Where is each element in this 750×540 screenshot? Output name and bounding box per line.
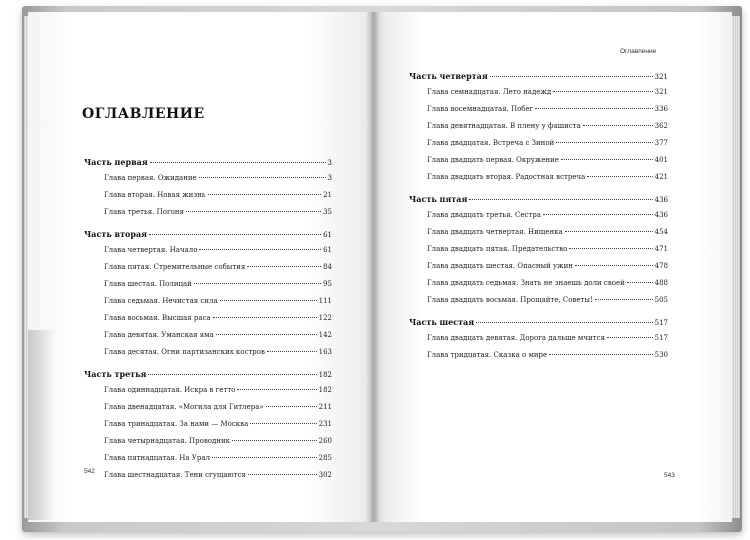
toc-part [409, 317, 668, 327]
toc-chapter-title: Глава пятнадцатая. На Урал [104, 454, 210, 462]
toc-chapter [427, 228, 668, 236]
toc-part [84, 157, 332, 167]
leader-dots [469, 199, 652, 200]
toc-chapter-page: 142 [318, 331, 332, 339]
toc-chapter [427, 279, 668, 287]
toc-chapter-page: 35 [323, 208, 332, 216]
leader-dots [587, 176, 652, 177]
toc-part-title: Часть первая [84, 157, 148, 167]
page-shadow [28, 330, 56, 520]
toc-chapter-title: Глава двадцать третья. Сестра [427, 211, 541, 219]
toc-chapter-page: 302 [318, 471, 332, 479]
toc-chapter-page: 488 [654, 279, 668, 287]
toc-chapter-title: Глава восьмая. Высшая раса [104, 314, 211, 322]
leader-dots [149, 234, 321, 235]
toc-chapter [104, 420, 332, 428]
leader-dots [556, 142, 652, 143]
toc-chapter-page: 436 [654, 211, 668, 219]
toc-chapter-page: 421 [654, 173, 668, 181]
toc-chapter-title: Глава девятнадцатая. В плену у фашиста [427, 122, 581, 130]
toc-part-title: Часть третья [84, 369, 147, 379]
leader-dots [543, 214, 653, 215]
toc-part [84, 369, 332, 379]
toc-part [409, 71, 668, 81]
leader-dots [237, 389, 316, 390]
toc-chapter-title: Глава десятая. Огни партизанских костров [104, 348, 265, 356]
page-number-right: 543 [664, 472, 675, 479]
leader-dots [199, 177, 326, 178]
running-head: Оглавление [620, 48, 657, 55]
toc-chapter-title: Глава девятая. Уманская яма [104, 331, 214, 339]
leader-dots [199, 249, 321, 250]
toc-chapter [427, 105, 668, 113]
leader-dots [490, 76, 653, 77]
book-spine-shadow [366, 12, 380, 522]
leader-dots [565, 231, 653, 232]
toc-chapter [104, 454, 332, 462]
toc-chapter-title: Глава шестая. Полицай [104, 280, 192, 288]
toc-chapter [427, 351, 668, 359]
toc-chapter-title: Глава седьмая. Нечистая сила [104, 297, 218, 305]
toc-chapter-page: 530 [654, 351, 668, 359]
leader-dots [266, 406, 317, 407]
toc-part [409, 194, 668, 204]
toc-chapter-title: Глава пятая. Стремительные события [104, 263, 246, 271]
toc-chapter [427, 211, 668, 219]
leader-dots [150, 162, 326, 163]
leader-dots [186, 211, 321, 212]
toc-chapter-page: 95 [323, 280, 332, 288]
toc-chapter-page: 336 [654, 105, 668, 113]
toc-chapter-title: Глава четвертая. Начало [104, 246, 198, 254]
toc-chapter [104, 348, 332, 356]
toc-chapter-page: 211 [318, 403, 332, 411]
toc-chapter-page: 122 [318, 314, 332, 322]
toc-chapter [427, 122, 668, 130]
toc-chapter [104, 314, 332, 322]
toc-chapter-page: 61 [323, 246, 332, 254]
toc-chapter-page: 471 [654, 245, 668, 253]
leader-dots [247, 266, 321, 267]
toc-chapter [427, 296, 668, 304]
leader-dots [232, 440, 317, 441]
toc-chapter [427, 156, 668, 164]
toc-part-title: Часть пятая [409, 194, 468, 204]
toc-chapter-page: 285 [318, 454, 332, 462]
toc-chapter-title: Глава четырнадцатая. Проводник [104, 437, 230, 445]
toc-part-page: 3 [327, 159, 332, 167]
leader-dots [212, 457, 317, 458]
toc-chapter-title: Глава двадцать первая. Окружение [427, 156, 559, 164]
toc-chapter [104, 208, 332, 216]
toc-chapter [104, 280, 332, 288]
toc-chapter [104, 191, 332, 199]
toc-chapter-title: Глава двадцать четвертая. Нищенка [427, 228, 563, 236]
leader-dots [216, 334, 317, 335]
leader-dots [208, 194, 321, 195]
leader-dots [213, 317, 317, 318]
toc-part-page: 61 [323, 231, 332, 239]
toc-chapter [427, 88, 668, 96]
leader-dots [569, 248, 652, 249]
toc-chapter [427, 334, 668, 342]
leader-dots [194, 283, 321, 284]
toc-chapter-page: 182 [318, 386, 332, 394]
toc-chapter-page: 111 [318, 297, 332, 305]
toc-chapter [104, 174, 332, 182]
toc-chapter-title: Глава тридцатая. Сказка о мире [427, 351, 548, 359]
toc-chapter-title: Глава двадцать пятая. Предательство [427, 245, 568, 253]
toc-part [84, 229, 332, 239]
toc-chapter [427, 262, 668, 270]
toc-chapter-page: 505 [654, 296, 668, 304]
toc-chapter [104, 263, 332, 271]
leader-dots [476, 322, 652, 323]
toc-chapter [427, 173, 668, 181]
leader-dots [220, 300, 317, 301]
toc-part-title: Часть шестая [409, 317, 475, 327]
leader-dots [553, 91, 652, 92]
toc-part-page: 517 [654, 319, 668, 327]
leader-dots [583, 125, 653, 126]
toc-chapter-page: 231 [318, 420, 332, 428]
toc-chapter-page: 454 [654, 228, 668, 236]
toc-chapter [104, 437, 332, 445]
toc-chapter-title: Глава вторая. Новая жизнь [104, 191, 206, 199]
toc-chapter-page: 401 [654, 156, 668, 164]
toc-part-page: 436 [654, 196, 668, 204]
toc-chapter-title: Глава шестнадцатая. Тени сгущаются [104, 471, 246, 479]
toc-chapter-page: 21 [323, 191, 332, 199]
toc-chapter-page: 3 [327, 174, 332, 182]
toc-chapter [104, 331, 332, 339]
toc-part-title: Часть вторая [84, 229, 148, 239]
toc-part-title: Часть четвертая [409, 71, 488, 81]
leader-dots [267, 351, 317, 352]
toc-chapter-title: Глава одиннадцатая. Искра в гетто [104, 386, 236, 394]
leader-dots [250, 423, 316, 424]
toc-chapter-page: 84 [323, 263, 332, 271]
leader-dots [607, 337, 653, 338]
toc-chapter-page: 517 [654, 334, 668, 342]
toc-chapter [104, 386, 332, 394]
toc-chapter-page: 362 [654, 122, 668, 130]
toc-chapter [104, 471, 332, 479]
toc-chapter-title: Глава двадцать шестая. Опасный ужин [427, 262, 573, 270]
toc-chapter-title: Глава двенадцатая. «Могила для Гитлера» [104, 403, 264, 411]
leader-dots [148, 374, 316, 375]
toc-chapter [104, 297, 332, 305]
toc-chapter-title: Глава двадцатая. Встреча с Зиной [427, 139, 555, 147]
leader-dots [248, 474, 317, 475]
toc-chapter [427, 139, 668, 147]
toc-chapter-title: Глава двадцать девятая. Дорога дальше мчится [427, 334, 605, 342]
toc-chapter-title: Глава первая. Ожидание [104, 174, 197, 182]
toc-chapter-title: Глава двадцать восьмая. Прощайте, Советы! [427, 296, 593, 304]
leader-dots [561, 159, 653, 160]
toc-part-page: 182 [318, 371, 332, 379]
leader-dots [549, 354, 652, 355]
toc-part-page: 321 [654, 73, 668, 81]
leader-dots [535, 108, 652, 109]
toc-chapter-title: Глава третья. Погоня [104, 208, 184, 216]
toc-chapter-page: 377 [654, 139, 668, 147]
leader-dots [595, 299, 653, 300]
page-number-left: 542 [84, 468, 95, 475]
toc-chapter [104, 403, 332, 411]
toc-title: ОГЛАВЛЕНИЕ [82, 106, 205, 122]
leader-dots [575, 265, 653, 266]
toc-chapter [104, 246, 332, 254]
toc-chapter-title: Глава тринадцатая. За нами — Москва [104, 420, 249, 428]
toc-chapter-page: 163 [318, 348, 332, 356]
toc-chapter-title: Глава семнадцатая. Лето надежд [427, 88, 552, 96]
toc-chapter-title: Глава двадцать седьмая. Знать не знаешь доли своей [427, 279, 625, 287]
leader-dots [627, 282, 653, 283]
toc-chapter-title: Глава восемнадцатая. Побег [427, 105, 534, 113]
toc-chapter-page: 321 [654, 88, 668, 96]
toc-chapter [427, 245, 668, 253]
toc-chapter-title: Глава двадцать вторая. Радостная встреча [427, 173, 586, 181]
toc-chapter-page: 260 [318, 437, 332, 445]
toc-chapter-page: 478 [654, 262, 668, 270]
